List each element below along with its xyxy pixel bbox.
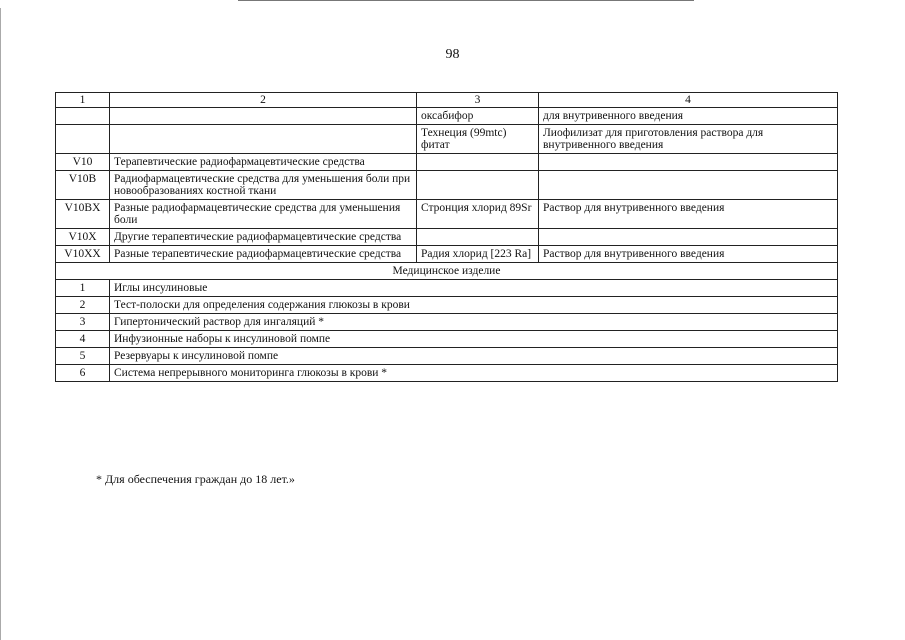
header-cell: 1 [56,93,110,108]
device-name-cell: Инфузионные наборы к инсулиновой помпе [110,331,838,348]
section-title: Медицинское изделие [56,263,838,280]
device-number-cell: 5 [56,348,110,365]
header-cell: 3 [417,93,539,108]
medicine-table [55,92,838,382]
device-name-cell: Иглы инсулиновые [110,280,838,297]
table-row [56,108,838,125]
dosage-form-cell [539,154,838,171]
group-name-cell: Другие терапевтические радиофармацевтические средства [110,229,417,246]
header-cell: 4 [539,93,838,108]
group-name-cell [110,108,417,125]
table-row [56,171,838,200]
atc-code-cell: V10XX [56,246,110,263]
atc-code-cell [56,125,110,154]
dosage-form-cell: Лиофилизат для приготовления раствора для внутривенного введения [539,125,838,154]
device-row [56,331,838,348]
device-name-cell: Гипертонический раствор для ингаляций * [110,314,838,331]
table-row [56,200,838,229]
device-row [56,348,838,365]
header-cell: 2 [110,93,417,108]
dosage-form-cell: Раствор для внутривенного введения [539,246,838,263]
atc-code-cell: V10BX [56,200,110,229]
group-name-cell: Разные терапевтические радиофармацевтические средства [110,246,417,263]
substance-cell [417,229,539,246]
device-number-cell: 1 [56,280,110,297]
device-number-cell: 6 [56,365,110,382]
atc-code-cell: V10B [56,171,110,200]
top-rule [238,0,694,1]
device-number-cell: 3 [56,314,110,331]
table-row [56,154,838,171]
group-name-cell: Терапевтические радиофармацевтические средства [110,154,417,171]
page-left-edge [0,8,1,640]
substance-cell: Технеция (99mtc) фитат [417,125,539,154]
header-row [56,93,838,108]
device-name-cell: Резервуары к инсулиновой помпе [110,348,838,365]
device-row [56,280,838,297]
substance-cell [417,171,539,200]
atc-code-cell: V10 [56,154,110,171]
device-row [56,314,838,331]
dosage-form-cell [539,229,838,246]
dosage-form-cell: для внутривенного введения [539,108,838,125]
table-row [56,125,838,154]
table-row [56,229,838,246]
device-name-cell: Тест-полоски для определения содержания глюкозы в крови [110,297,838,314]
device-number-cell: 2 [56,297,110,314]
device-name-cell: Система непрерывного мониторинга глюкозы в крови * [110,365,838,382]
substance-cell [417,154,539,171]
footnote: * Для обеспечения граждан до 18 лет.» [96,472,295,486]
table-row [56,246,838,263]
group-name-cell [110,125,417,154]
substance-cell: Стронция хлорид 89Sr [417,200,539,229]
dosage-form-cell [539,171,838,200]
device-row [56,365,838,382]
substance-cell: Радия хлорид [223 Ra] [417,246,539,263]
substance-cell: оксабифор [417,108,539,125]
device-number-cell: 4 [56,331,110,348]
group-name-cell: Радиофармацевтические средства для уменьшения боли при новообразованиях костной ткани [110,171,417,200]
atc-code-cell: V10X [56,229,110,246]
device-row [56,297,838,314]
dosage-form-cell: Раствор для внутривенного введения [539,200,838,229]
page-number: 98 [445,47,460,62]
atc-code-cell [56,108,110,125]
group-name-cell: Разные радиофармацевтические средства для уменьшения боли [110,200,417,229]
section-row [56,263,838,280]
